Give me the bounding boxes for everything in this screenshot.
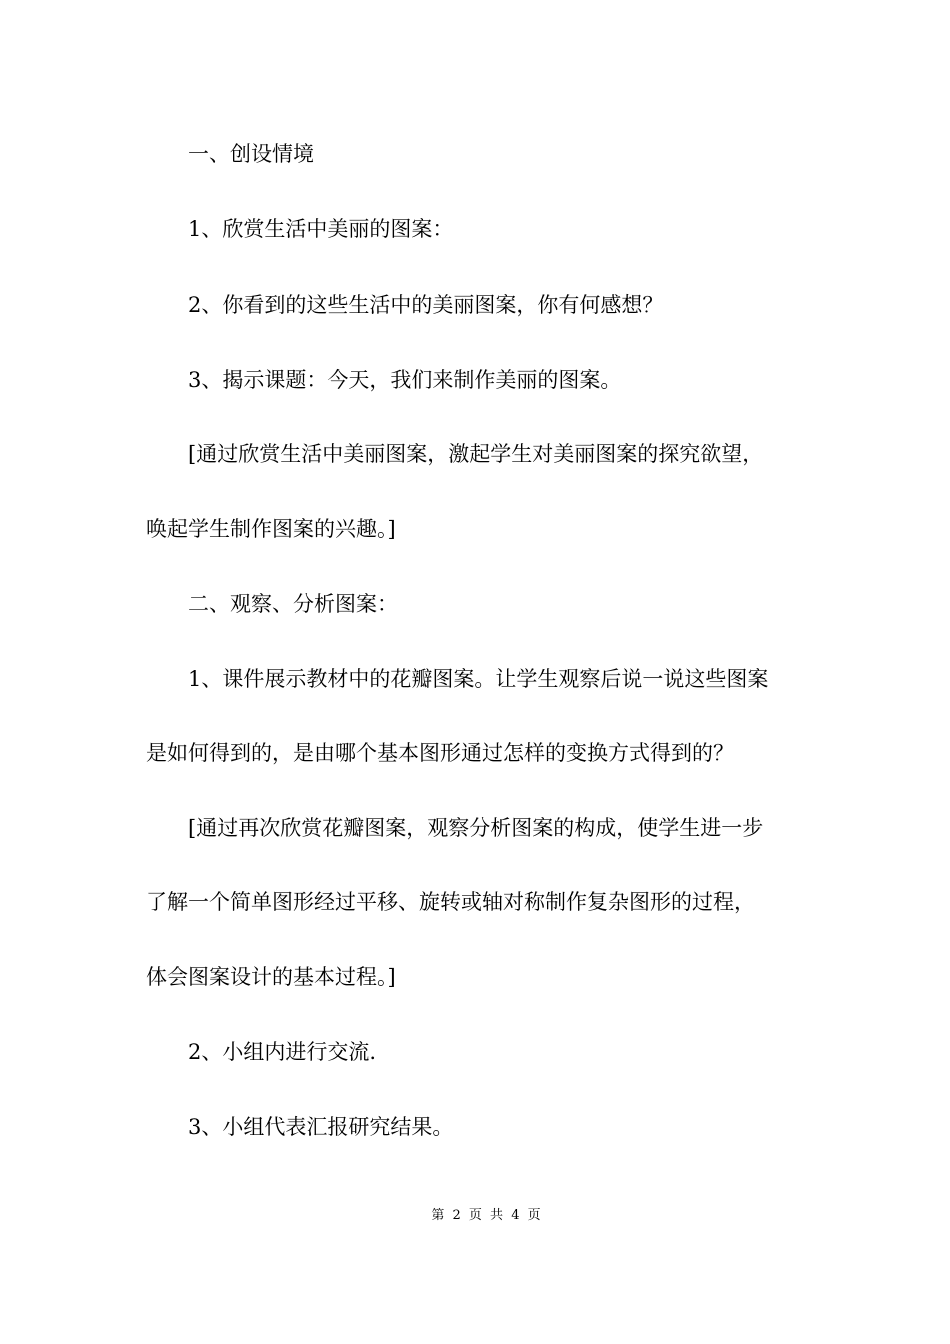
paragraph-line: 1、欣赏生活中美丽的图案：	[188, 217, 454, 241]
annotation-line: 体会图案设计的基本过程。]	[146, 965, 396, 989]
annotation-line: [通过欣赏生活中美丽图案，激起学生对美丽图案的探究欲望，	[188, 442, 764, 466]
annotation-line: 了解一个简单图形经过平移、旋转或轴对称制作复杂图形的过程，	[146, 890, 755, 914]
paragraph-line: 1、课件展示教材中的花瓣图案。让学生观察后说一说这些图案	[188, 667, 769, 691]
paragraph-line: 2、你看到的这些生活中的美丽图案，你有何感想？	[188, 293, 664, 317]
paragraph-line: 3、小组代表汇报研究结果。	[188, 1115, 454, 1139]
section-heading-1: 一、创设情境	[188, 142, 314, 166]
paragraph-line: 是如何得到的，是由哪个基本图形通过怎样的变换方式得到的？	[146, 741, 734, 765]
page-number-footer: 第 2 页 共 4 页	[431, 1208, 543, 1223]
annotation-line: 唤起学生制作图案的兴趣。]	[146, 517, 396, 541]
paragraph-line: 3、揭示课题：今天，我们来制作美丽的图案。	[188, 368, 622, 392]
paragraph-line: 2、小组内进行交流.	[188, 1040, 377, 1064]
annotation-line: [通过再次欣赏花瓣图案，观察分析图案的构成，使学生进一步	[188, 816, 764, 840]
section-heading-2: 二、观察、分析图案：	[188, 592, 398, 616]
